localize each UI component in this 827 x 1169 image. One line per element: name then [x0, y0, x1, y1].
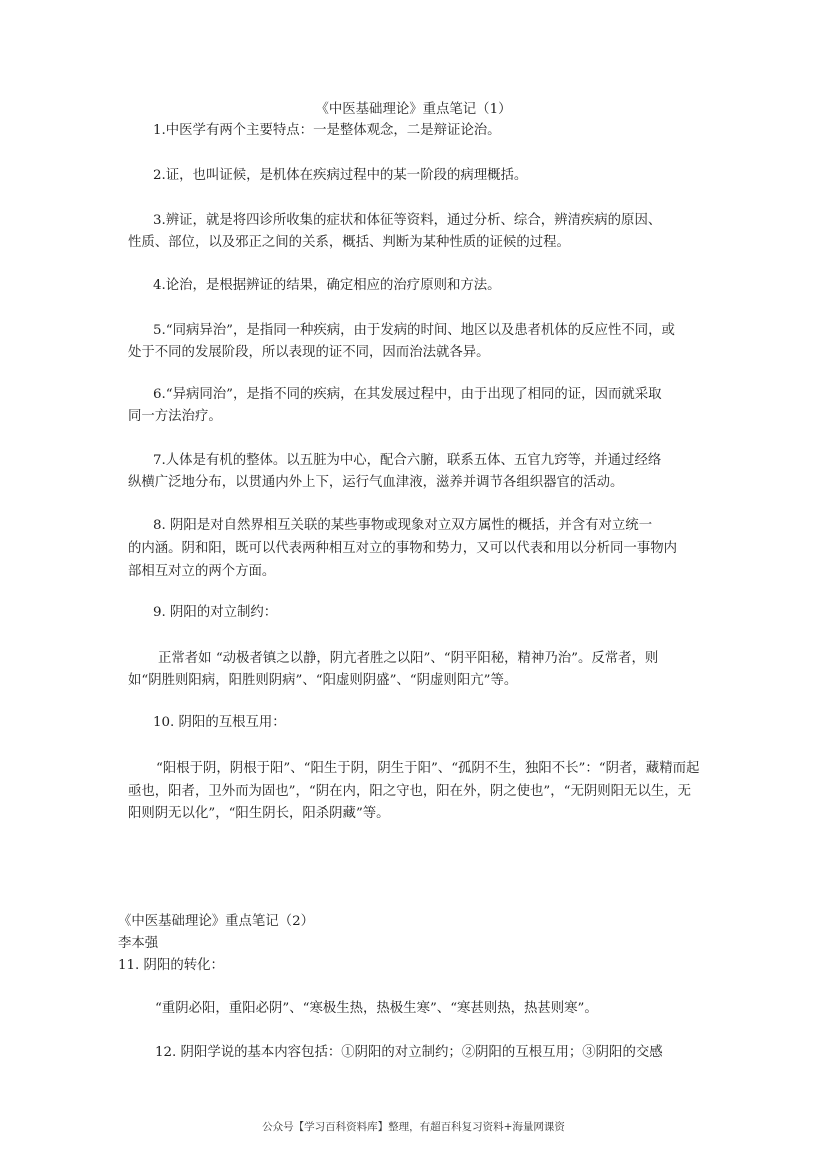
section2-author: 李本强	[118, 936, 159, 951]
item-7-line-1: 7.人体是有机的整体。以五脏为中心，配合六腑，联系五体、五官九窍等，并通过经络	[153, 453, 662, 468]
item-10-text-line-1: “阳根于阴，阴根于阳”、“阳生于阴，阴生于阳”、“孤阴不生，独阳不长”：“阴者，藏精而起	[156, 761, 700, 776]
item-6-line-2: 同一方法治疗。	[128, 409, 222, 424]
section2-title: 《中医基础理论》重点笔记（2）	[118, 914, 314, 929]
item-11-text: “重阴必阳，重阳必阴”、“寒极生热，热极生寒”、“寒甚则热，热甚则寒”。	[155, 1001, 598, 1016]
item-9-heading: 9. 阴阳的对立制约：	[153, 605, 278, 620]
item-12-line-1: 12. 阴阳学说的基本内容包括：①阴阳的对立制约；②阴阳的互根互用；③阴阳的交感	[155, 1045, 663, 1060]
item-11-heading: 11. 阴阳的转化：	[118, 958, 224, 973]
item-10-text-line-3: 阳则阴无以化”，“阳生阴长，阳杀阴藏”等。	[128, 806, 390, 821]
page-footer: 公众号【学习百科资料库】整理，有超百科复习资料+海量网课资	[262, 1121, 565, 1133]
item-6-line-1: 6.“异病同治”，是指不同的疾病，在其发展过程中，由于出现了相同的证，因而就采取	[153, 387, 662, 402]
item-1-line-1: 1.中医学有两个主要特点：一是整体观念，二是辩证论治。	[153, 123, 501, 138]
item-3-line-2: 性质、部位，以及邪正之间的关系，概括、判断为某种性质的证候的过程。	[128, 235, 570, 250]
item-8-line-3: 部相互对立的两个方面。	[128, 564, 276, 579]
item-2-line-1: 2.证，也叫证候，是机体在疾病过程中的某一阶段的病理概括。	[153, 168, 528, 183]
item-3-line-1: 3.辨证，就是将四诊所收集的症状和体征等资料，通过分析、综合，辨清疾病的原因、	[153, 213, 662, 228]
item-5-line-1: 5.“同病异治”，是指同一种疾病，由于发病的时间、地区以及患者机体的反应性不同，或	[153, 323, 675, 338]
item-9-text-line-1: 正常者如 “动极者镇之以静，阴亢者胜之以阳”、“阴平阳秘，精神乃治”。反常者，则	[158, 651, 659, 666]
item-4-line-1: 4.论治，是根据辨证的结果，确定相应的治疗原则和方法。	[153, 278, 501, 293]
item-9-text-line-2: 如“阴胜则阳病，阳胜则阴病”、“阳虚则阴盛”、“阴虚则阳亢”等。	[128, 673, 518, 688]
item-8-line-1: 8. 阴阳是对自然界相互关联的某些事物或现象对立双方属性的概括，并含有对立统一	[153, 518, 653, 533]
item-10-heading: 10. 阴阳的互根互用：	[153, 715, 286, 730]
item-5-line-2: 处于不同的发展阶段，所以表现的证不同，因而治法就各异。	[128, 345, 490, 360]
item-10-text-line-2: 亟也，阳者，卫外而为固也”，“阴在内，阳之守也，阳在外，阴之使也”，“无阴则阳无以生，无	[128, 784, 692, 799]
section1-title: 《中医基础理论》重点笔记（1）	[315, 102, 512, 117]
item-7-line-2: 纵横广泛地分布，以贯通内外上下，运行气血津液，滋养并调节各组织器官的活动。	[128, 475, 624, 490]
item-8-line-2: 的内涵。阴和阳，既可以代表两种相互对立的事物和势力，又可以代表和用以分析同一事物内	[128, 541, 678, 556]
